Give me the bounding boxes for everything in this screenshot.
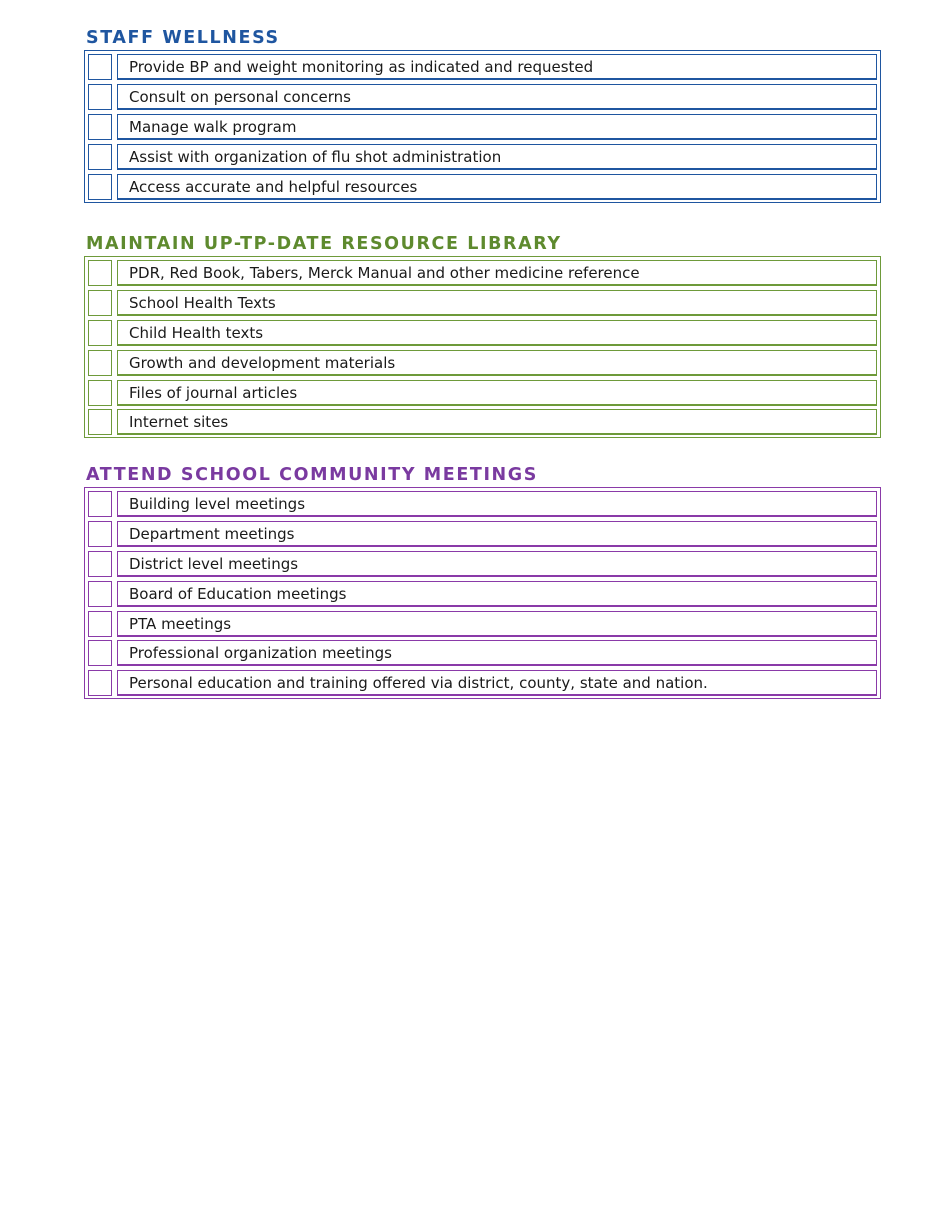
checkbox[interactable] <box>88 144 112 170</box>
checklist-item-text: Building level meetings <box>117 491 877 517</box>
checklist-row <box>88 670 877 696</box>
checklist-item-text: Access accurate and helpful resources <box>117 174 877 200</box>
checkbox[interactable] <box>88 409 112 435</box>
checkbox[interactable] <box>88 174 112 200</box>
checklist-row <box>88 581 877 607</box>
checklist-item-text: PTA meetings <box>117 611 877 637</box>
checklist-row <box>88 320 877 346</box>
checklist-item-text: Internet sites <box>117 409 877 435</box>
checkbox[interactable] <box>88 260 112 286</box>
checklist-box <box>84 487 881 699</box>
section-title: STAFF WELLNESS <box>86 28 280 48</box>
checklist-item-text: Files of journal articles <box>117 380 877 406</box>
checklist-row <box>88 174 877 200</box>
checklist-row <box>88 350 877 376</box>
checklist-item-text: Department meetings <box>117 521 877 547</box>
checklist-item-text: Child Health texts <box>117 320 877 346</box>
section-resource-library <box>84 234 881 438</box>
checklist-row <box>88 611 877 637</box>
checklist-item-text: Provide BP and weight monitoring as indicated and requested <box>117 54 877 80</box>
checklist-row <box>88 491 877 517</box>
checklist-row <box>88 551 877 577</box>
checkbox[interactable] <box>88 114 112 140</box>
checklist-item-text: School Health Texts <box>117 290 877 316</box>
section-title: MAINTAIN UP-TP-DATE RESOURCE LIBRARY <box>86 234 562 254</box>
checklist-box <box>84 50 881 203</box>
checklist-item-text: Board of Education meetings <box>117 581 877 607</box>
checklist-row <box>88 84 877 110</box>
section-staff-wellness <box>84 28 881 203</box>
checklist-box <box>84 256 881 438</box>
checklist-row <box>88 380 877 406</box>
checklist-item-text: Professional organization meetings <box>117 640 877 666</box>
section-title: ATTEND SCHOOL COMMUNITY MEETINGS <box>86 465 538 485</box>
checklist-item-text: District level meetings <box>117 551 877 577</box>
checklist-item-text: Growth and development materials <box>117 350 877 376</box>
checklist-row <box>88 114 877 140</box>
checkbox[interactable] <box>88 320 112 346</box>
checkbox[interactable] <box>88 54 112 80</box>
checklist-row <box>88 409 877 435</box>
checklist-row <box>88 260 877 286</box>
checkbox[interactable] <box>88 670 112 696</box>
checkbox[interactable] <box>88 521 112 547</box>
checkbox[interactable] <box>88 290 112 316</box>
checkbox[interactable] <box>88 640 112 666</box>
checklist-item-text: Assist with organization of flu shot administration <box>117 144 877 170</box>
checklist-item-text: Consult on personal concerns <box>117 84 877 110</box>
checkbox[interactable] <box>88 350 112 376</box>
checklist-item-text: Personal education and training offered via district, county, state and nation. <box>117 670 877 696</box>
checklist-row <box>88 54 877 80</box>
checkbox[interactable] <box>88 84 112 110</box>
checklist-item-text: Manage walk program <box>117 114 877 140</box>
checklist-item-text: PDR, Red Book, Tabers, Merck Manual and other medicine reference <box>117 260 877 286</box>
section-community-meetings <box>84 465 881 699</box>
checkbox[interactable] <box>88 380 112 406</box>
checkbox[interactable] <box>88 611 112 637</box>
checkbox[interactable] <box>88 581 112 607</box>
checklist-row <box>88 144 877 170</box>
checklist-row <box>88 521 877 547</box>
checklist-row <box>88 290 877 316</box>
checklist-row <box>88 640 877 666</box>
checkbox[interactable] <box>88 551 112 577</box>
checkbox[interactable] <box>88 491 112 517</box>
